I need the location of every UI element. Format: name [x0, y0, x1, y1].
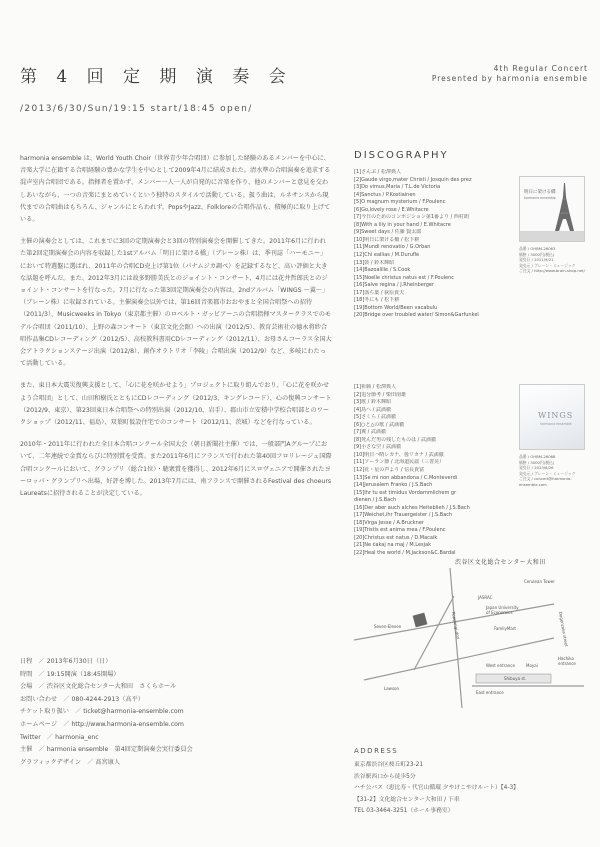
- track-item: [14]Jerusalem Franko / J.S.Bach: [354, 482, 433, 489]
- address-tel: TEL 03-3464-3251（ホール事務室）: [354, 808, 454, 815]
- address-street: 東京都渋谷区桜丘町23-21: [354, 762, 424, 768]
- album2-tracklist: [354, 384, 514, 558]
- album1-catalog: 品番 / OHBM-26063: [519, 246, 556, 251]
- track-item: [19]Bottom World/Been vacabulu: [354, 304, 438, 311]
- album1-cover-subtitle: harmonia ensemble: [524, 196, 556, 200]
- track-item: [11]Mundi renovatio / G.Orban: [354, 244, 431, 251]
- subtitle-line-1: 4th Regular Concert: [493, 64, 588, 73]
- album2-order: ご注文 / concert@harmonia-ensemble.com: [519, 476, 572, 487]
- paragraph-awards: 2010年・2011年に行われた全日本合唱コンクール全国大会（朝日新聞社主催）では、一般部門Aグループにおいて、二年連続で金賞ならびに特別賞を受賞。また2011年6月にフランスで行われた第40回フロリレージュ国際合唱コンクールにおいて、グランプリ（総合1位）・聴衆賞を獲得し、2012年6月にスロヴェニアで開催されたヨーロッパ・グランプリへ出場、好評を博した。2013年7月には、南フランスで開催されるFestival des choeurs Laureatsに招待されることが決定している。: [20, 441, 332, 498]
- album2-release: 発売日 / 2013/6/26: [519, 465, 554, 470]
- album1-price: 価格 / 3000円(税込): [519, 251, 555, 257]
- map-label-east: East entrance: [476, 690, 504, 695]
- track-item: dienen / J.S.Bach: [354, 497, 397, 504]
- info-organizer: 主催 ／ harmonia ensemble 第4回定期演奏会実行委員会: [20, 746, 193, 754]
- album2-meta: [519, 454, 595, 487]
- eiffel-tower-icon: [520, 177, 584, 241]
- track-item: [3]歌 / 鈴木輝昭: [354, 399, 391, 406]
- track-item: [5]さくら / 武満徹: [354, 414, 396, 421]
- track-item: [8]With a lily in your hand / E.Whitacre: [354, 221, 451, 228]
- track-item: [22]Heal the world / M.Jackson&C.Bardal: [354, 550, 456, 557]
- venue-map: [354, 568, 584, 708]
- track-item: [1]さんぶ / 松澤典人: [354, 169, 401, 175]
- date-time-line: /2013/6/30/Sun/19:15 start/18:45 open/: [20, 104, 253, 114]
- map-label-hachiko-1: Hachiko: [558, 656, 574, 661]
- map-label-family: FamilyMart: [494, 626, 516, 631]
- venue-marker: [413, 613, 428, 628]
- track-item: [15]Ihr tu est timidus Vordammlichem gr: [354, 489, 457, 496]
- map-label-shibuya: Shibuya st.: [504, 676, 527, 681]
- track-item: [15]Noelle christus natus est / F.Poulenc: [354, 274, 455, 281]
- album2-cover: [519, 384, 585, 450]
- track-item: [6]○と△の歌 / 武満徹: [354, 421, 405, 428]
- paragraph-concerts: 主催の演奏会としては、これまでに3回の定期演奏会と3回の特別演奏会を開催してきた。2011年6月に行われた第2回定期演奏会の内容を収録した1stアルバム「明日に架ける橋」（ブレーン株）は、季刊誌「ハーモニー」において特選盤に選ばれ、2011年の合唱CD売上げ第1位（パナムジカ調べ）を記録するなど、高い評価と大きな話題を呼んだ。また、2012年3月には故多野勝美氏とのジョイント・コンサート、4月には花井哲郎氏とのジョイント・コンサートを行なった。7月に行なった第3回定期演奏会の内容は、2ndアルバム「WINGS ～翼～」（ブレーン株）に収録されている。主催演奏会以外では、第16回音楽都市おおやまと全国合唱祭への招待（2011/3）、Musicweeks in Tokyo（東京都主催）のロベルト・ガッビアーニの合唱指揮マスタークラスでのモデル合唱団（2011/10）、上野の森コンサート（東京文化会館）への出演（2012/5）、教育芸術社の德永将紗合唱作品集CDレコーディング（2012/5）、高校教科書用CDレコーディング（2012/11）、お母さんコーラス全国大会アトラクションステージ出演（2012/8）、創作オラトリオ「李陵」合唱出演（2012/9）など、多岐にわたって活動している。: [20, 238, 332, 368]
- map-label-univ-1: Japan University: [486, 605, 519, 610]
- map-label-dogenzaka: Dogenzaka street: [558, 611, 570, 647]
- concert-info: [20, 656, 332, 769]
- track-item: [7]翼 / 武満徹: [354, 429, 386, 436]
- track-item: [13]Se mi non abbandona / C.Monteverdi: [354, 474, 458, 481]
- track-item: [16]Salve regina / J.Rheinberger: [354, 282, 435, 289]
- track-item: [16]Der aber auch alches Heiteblieh / J.S.Bach: [354, 504, 470, 511]
- track-item: [17]Weichet,ihr Trauergeister / J.S.Bach: [354, 512, 453, 519]
- track-item: [20]Bridge over troubled water/ Simon&Garfunkel: [354, 312, 479, 319]
- track-item: [13]鼓 / 鈴木輝昭: [354, 259, 395, 266]
- album1-label: 発売元 / ブレーン・ミュージック: [519, 262, 576, 268]
- info-venue: 会場 ／ 渋谷区文化総合センター大和田 さくらホール: [20, 683, 177, 691]
- track-item: [10]明日に架ける橋 / 松下耕: [354, 236, 420, 243]
- track-item: [3]Do vimus,Maria / T.L.de Victoria: [354, 184, 441, 191]
- info-twitter: Twitter ／ harmonia_enc: [20, 733, 99, 741]
- track-item: [9]Sweet days / 佐藤 賢太郎: [354, 229, 422, 236]
- map-label-univ-2: of Economics: [486, 610, 513, 615]
- album1-release: 発売日 / 2011/9/21: [519, 257, 554, 262]
- track-item: [10]明日ハ晴レカナ、曇リカナ / 武満徹: [354, 451, 444, 458]
- track-item: [14]Bazoalille / S.Cook: [354, 267, 411, 274]
- track-item: [12]Chi eallias / M.Duruflé: [354, 252, 420, 259]
- album2-catalog: 品番 / OHBM-26068: [519, 454, 556, 459]
- track-item: [11]ソーラン節 / 北海道民謡（三善晃）: [354, 459, 445, 466]
- album2-label: 発売元 / ブレーン・ミュージック: [519, 470, 576, 476]
- road-small: [414, 596, 454, 670]
- ensemble-description: [20, 153, 332, 510]
- track-item: [18]冬にも / 松下耕: [354, 297, 400, 304]
- info-designer: グラフィックデザイン ／ 髙宮康人: [20, 758, 121, 766]
- paragraph-support: また、東日本大震災復興支援として、「心に花を咲かせよう」プロジェクトに取り組んでおり、「心に花を咲かせよう合唱団」として、山田和樹氏とともにCDレコーディング（2012/3、キングレコード）、心の復興コンサート（2012/9、東京）、第23回東日本合唱祭への特別出演（2012/10、岩手）、郡山市立安積中学校合唱部とのワークショップ（2012/11、福島）、双葉町仮設住宅でのコンサート（2012/11、茨城）などを行なっている。: [20, 382, 332, 427]
- track-item: [21]Ne čakaj na maj / M.Lesjak: [354, 542, 431, 549]
- track-item: [20]Christus est natus / D.Macaik: [354, 534, 438, 541]
- info-contact: お問い合わせ ／ 080-4244-2913（高平）: [20, 695, 144, 703]
- info-date: 日程 ／ 2013年6月30日（日）: [20, 658, 112, 665]
- map-title: 渋谷区文化総合センター大和田: [455, 559, 546, 566]
- track-item: [8]死んだ男の残したものは / 武満徹: [354, 436, 436, 443]
- map-label-jasrac: JASRAC: [478, 595, 493, 600]
- info-ticket: チケット取り扱い ／ ticket@harmonia-ensemble.com: [20, 708, 184, 716]
- album1-order: ご注文 / http://www.brain-shop.net/: [519, 268, 585, 273]
- info-homepage: ホームページ ／ http://www.harmonia-ensemble.com: [20, 720, 184, 728]
- map-label-hachiko-2: entrance: [558, 661, 576, 666]
- track-item: [18]Virga Jesse / A.Bruckner: [354, 519, 424, 526]
- map-label-cerulean: Cerulean Tower: [524, 579, 555, 584]
- track-item: [6]Go,lovely rose / E.Whitacre: [354, 206, 429, 213]
- track-item: [7]今日のためのコンポジション第1番より / 西村朗: [354, 214, 469, 221]
- map-label-seven: Seven-Eleven: [374, 624, 402, 629]
- address-walk: 渋谷駅西口から徒歩5分: [354, 773, 416, 780]
- album1-tracklist: [354, 169, 514, 320]
- track-item: [19]Tristis est anima mea / F.Poulenc: [354, 527, 446, 534]
- map-label-roppongi: Roppongi-dori: [451, 611, 461, 640]
- album2-cover-subtitle: harmonia ensemble: [540, 422, 572, 426]
- album1-cover: [519, 176, 585, 242]
- map-label-lawson: Lawson: [384, 686, 400, 691]
- paragraph-intro: harmonia ensemble は、World Youth Choir（世界青少年合唱団）に参加した経験のあるメンバーを中心に、音楽大学に在籍する合唱経験の豊かな学生を中心として2009年4月に結成された。清水準の合唱演奏を追求する混声室内合唱団である。指揮者を置かず、メンバー一人一人が自発的に音楽を作り、他のメンバーと意見を交わしあいながら、一つの音楽にまとめていくという独特のスタイルで活動している。扱う曲は、ルネサンスから現代までの合唱曲はもちろん、ジャンルにとらわれず、PopsやJazz、Folkloreの合唱作品も、積極的に取り上げている。: [20, 155, 331, 224]
- track-item: [1]祈願 / 松澤典人: [354, 384, 396, 390]
- track-item: [4]鳥へ / 武満徹: [354, 406, 391, 413]
- album2-price: 価格 / 3000円(税込): [519, 459, 555, 465]
- track-item: [9]小さな空 / 武満徹: [354, 444, 401, 451]
- map-label-west: West entrance: [486, 663, 515, 668]
- address-bus: ハチ公バス（恵比寿・代官山循環 夕やけこやけルート）【4-3】: [354, 785, 519, 792]
- concert-title: 第 4 回 定 期 演 奏 会: [20, 67, 293, 87]
- album1-meta: [519, 246, 595, 274]
- track-item: [17]落ち葉 / 荻原貴夫: [354, 289, 405, 296]
- concert-subtitle: [432, 64, 588, 84]
- address-heading: ADDRESS: [354, 747, 399, 755]
- address-block: [354, 760, 594, 818]
- track-item: [2]Gaude virgo,mater Christi / Josquin des prez: [354, 176, 472, 183]
- track-item: [12]花・星の声より / 信長貴富: [354, 467, 425, 474]
- info-time: 時間 ／ 19:15開演（18:45開場）: [20, 670, 120, 678]
- track-item: [5]O magnum mysterium / F.Poulenc: [354, 199, 446, 206]
- subtitle-line-2: Presented by harmonia ensemble: [431, 74, 588, 83]
- album2-cover-title: WINGS: [538, 411, 574, 420]
- map-label-moyai: Moyai: [526, 663, 538, 668]
- track-item: [4]Sanctus / P.Kostiainen: [354, 191, 416, 198]
- discography-heading: DISCOGRAPHY: [354, 150, 449, 161]
- address-busstop: 【31-2】文化総合センター大和田 / 下車: [354, 796, 460, 803]
- album1-cover-title: 明日に架ける橋: [524, 190, 556, 195]
- track-item: [2]追分節考 / 柴田南雄: [354, 391, 406, 398]
